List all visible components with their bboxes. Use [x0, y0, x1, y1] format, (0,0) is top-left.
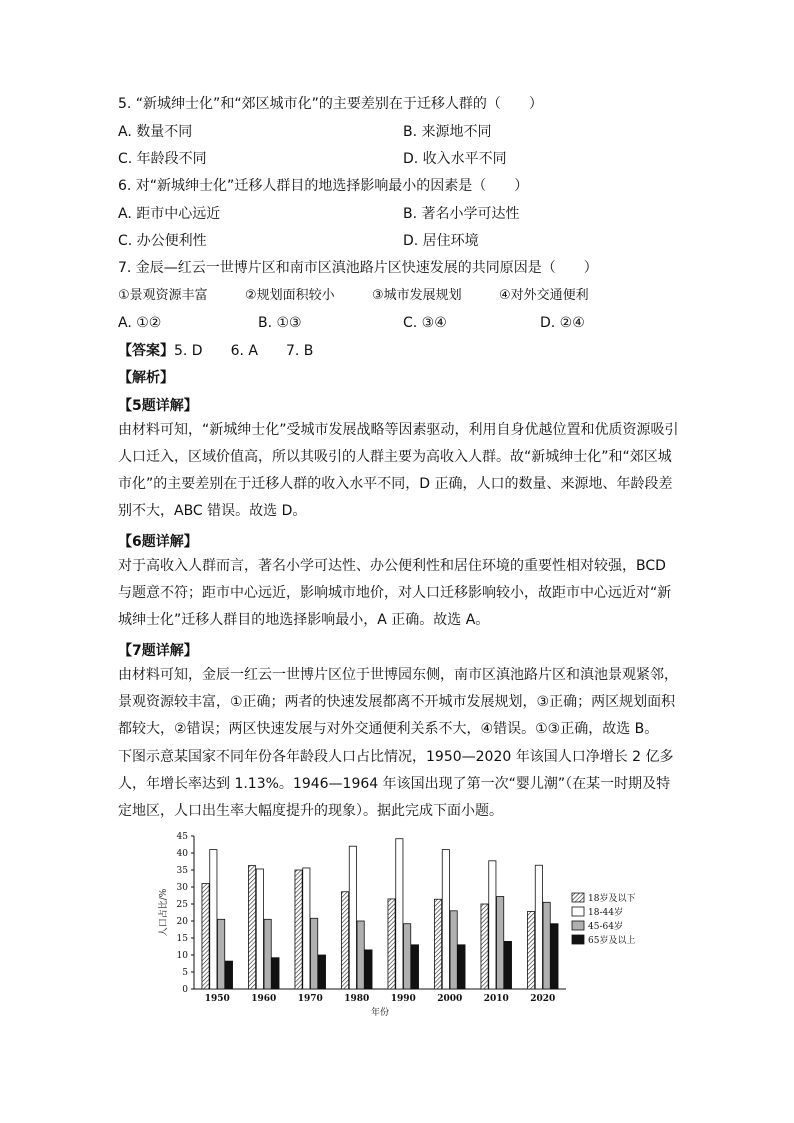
- y-tick-label: 40: [176, 849, 188, 859]
- question-7-option-a: A. ①②: [118, 315, 162, 331]
- bar-1960-s3: [264, 919, 271, 989]
- legend-swatch-4: [572, 935, 584, 944]
- question-7-item-1: ①景观资源丰富: [118, 288, 208, 303]
- legend-label-4: 65岁及以上: [588, 936, 636, 946]
- bar-1950-s2: [210, 850, 217, 989]
- bar-1980-s2: [349, 846, 356, 989]
- bar-1970-s1: [295, 870, 302, 989]
- x-tick-label: 2020: [530, 994, 556, 1004]
- question-5-option-c: C. 年龄段不同: [118, 151, 207, 167]
- legend-label-2: 18-44岁: [588, 908, 623, 918]
- y-tick-label: 20: [176, 917, 188, 927]
- bar-2010-s4: [504, 941, 511, 989]
- question-5-stem: 5. “新城绅士化”和“郊区城市化”的主要差别在于迁移人群的（ ）: [118, 96, 543, 112]
- bar-1980-s3: [357, 921, 364, 989]
- bar-2020-s1: [527, 911, 534, 989]
- chart-intro-text: 下图示意某国家不同年份各年龄段人口占比情况，1950—2020 年该国人口净增长 2 亿多人，年增长率达到 1.13%。1946—1964 年该国出现了第一次“婴儿潮”（在某一时期及特定地区，人口出生率大幅度提升的现象）。据此完成下面小题。: [118, 749, 674, 819]
- y-tick-label: 0: [182, 985, 188, 995]
- explain-5-title: 【5题详解】: [118, 398, 198, 414]
- y-axis-label: 人口占比/%: [159, 888, 169, 937]
- question-5-option-d: D. 收入水平不同: [403, 151, 507, 167]
- bar-1970-s2: [303, 868, 310, 989]
- bar-2000-s3: [450, 911, 457, 989]
- x-tick-label: 1980: [344, 994, 370, 1004]
- bar-2010-s1: [481, 904, 488, 989]
- legend-swatch-2: [572, 907, 584, 916]
- bar-2020-s2: [535, 865, 542, 989]
- explain-7-title: 【7题详解】: [118, 643, 198, 659]
- y-tick-label: 30: [176, 883, 188, 893]
- answer-label: 【答案】: [118, 343, 174, 359]
- question-7-option-c: C. ③④: [403, 315, 447, 331]
- question-5-option-a: A. 数量不同: [118, 124, 193, 140]
- answer-text: 5. D 6. A 7. B: [174, 343, 314, 359]
- x-tick-label: 2010: [483, 994, 509, 1004]
- x-tick-label: 1990: [390, 994, 416, 1004]
- x-tick-label: 1950: [204, 994, 230, 1004]
- question-6-option-a: A. 距市中心远近: [118, 206, 221, 222]
- bar-2010-s2: [489, 861, 496, 989]
- bar-1960-s2: [256, 869, 263, 989]
- x-tick-label: 1970: [297, 994, 323, 1004]
- question-5-option-b: B. 来源地不同: [403, 124, 492, 140]
- bar-1990-s2: [396, 839, 403, 989]
- bar-1960-s4: [272, 958, 279, 989]
- analysis-label: 【解析】: [118, 370, 174, 386]
- x-tick-label: 1960: [251, 994, 277, 1004]
- bar-2020-s4: [551, 924, 558, 989]
- y-tick-label: 25: [176, 900, 188, 910]
- question-7-item-3: ③城市发展规划: [372, 288, 462, 303]
- bar-2010-s3: [497, 897, 504, 989]
- bar-1980-s1: [341, 892, 348, 989]
- legend-label-1: 18岁及以下: [588, 894, 636, 904]
- question-6-stem: 6. 对“新城绅士化”迁移人群目的地选择影响最小的因素是（ ）: [118, 178, 529, 194]
- bar-1960-s1: [248, 866, 255, 989]
- bar-1950-s4: [225, 961, 232, 989]
- bar-2000-s2: [442, 850, 449, 989]
- explain-6-text: 对于高收入人群而言，著名小学可达性、办公便利性和居住环境的重要性相对较强，BCD 与题意不符；距市中心远近，影响城市地价，对人口迁移影响较小，故距市中心远近对“新城绅士化”迁移人群目的地选择影响最小，A 正确。故选 A。: [118, 558, 672, 628]
- bar-1990-s4: [411, 945, 418, 989]
- bar-1990-s3: [404, 924, 411, 989]
- legend-swatch-1: [572, 893, 584, 902]
- y-tick-label: 5: [182, 968, 188, 978]
- question-7-item-4: ④对外交通便利: [499, 288, 589, 303]
- bar-1990-s1: [388, 899, 395, 989]
- x-axis-label: 年份: [370, 1008, 390, 1018]
- explain-6-title: 【6题详解】: [118, 534, 198, 550]
- y-tick-label: 10: [176, 951, 188, 961]
- bar-2000-s1: [434, 899, 441, 989]
- explain-5-text: 由材料可知，“新城绅士化”受城市发展战略等因素驱动，利用自身优越位置和优质资源吸引人口迁入，区域价值高，所以其吸引的人群主要为高收入人群。故“新城绅士化”和“郊区城市化”的主要差别在于迁移人群的收入水平不同，D 正确，人口的数量、来源地、年龄段差别不大，ABC 错误。故选 D。: [118, 422, 679, 519]
- age-structure-bar-chart: [0, 823, 794, 1023]
- x-tick-label: 2000: [437, 994, 463, 1004]
- bar-2020-s3: [543, 902, 550, 989]
- bar-1970-s4: [318, 955, 325, 989]
- explain-7-text: 由材料可知，金辰一红云一世博片区位于世博园东侧，南市区滇池路片区和滇池景观紧邻，景观资源较丰富，①正确；两者的快速发展都离不开城市发展规划，③正确；两区规划面积都较大，②错误；两区快速发展与对外交通便利关系不大，④错误。①③正确，故选 B。: [118, 667, 678, 737]
- y-tick-label: 45: [176, 832, 188, 842]
- bar-2000-s4: [458, 945, 465, 989]
- question-7-option-d: D. ②④: [540, 315, 585, 331]
- y-tick-label: 15: [176, 934, 188, 944]
- y-tick-label: 35: [176, 866, 188, 876]
- legend-swatch-3: [572, 921, 584, 930]
- bar-1980-s4: [365, 950, 372, 989]
- question-6-option-c: C. 办公便利性: [118, 233, 207, 249]
- bar-1970-s3: [311, 918, 318, 989]
- question-6-option-b: B. 著名小学可达性: [403, 206, 520, 222]
- question-6-option-d: D. 居住环境: [403, 233, 479, 249]
- question-7-item-2: ②规划面积较小: [245, 288, 335, 303]
- answer-line: [118, 341, 313, 361]
- question-7-stem: 7. 金辰—红云一世博片区和南市区滇池路片区快速发展的共同原因是（ ）: [118, 260, 598, 276]
- bar-1950-s3: [218, 919, 225, 989]
- bar-1950-s1: [202, 884, 209, 989]
- question-7-option-b: B. ①③: [258, 315, 302, 331]
- legend-label-3: 45-64岁: [588, 922, 623, 932]
